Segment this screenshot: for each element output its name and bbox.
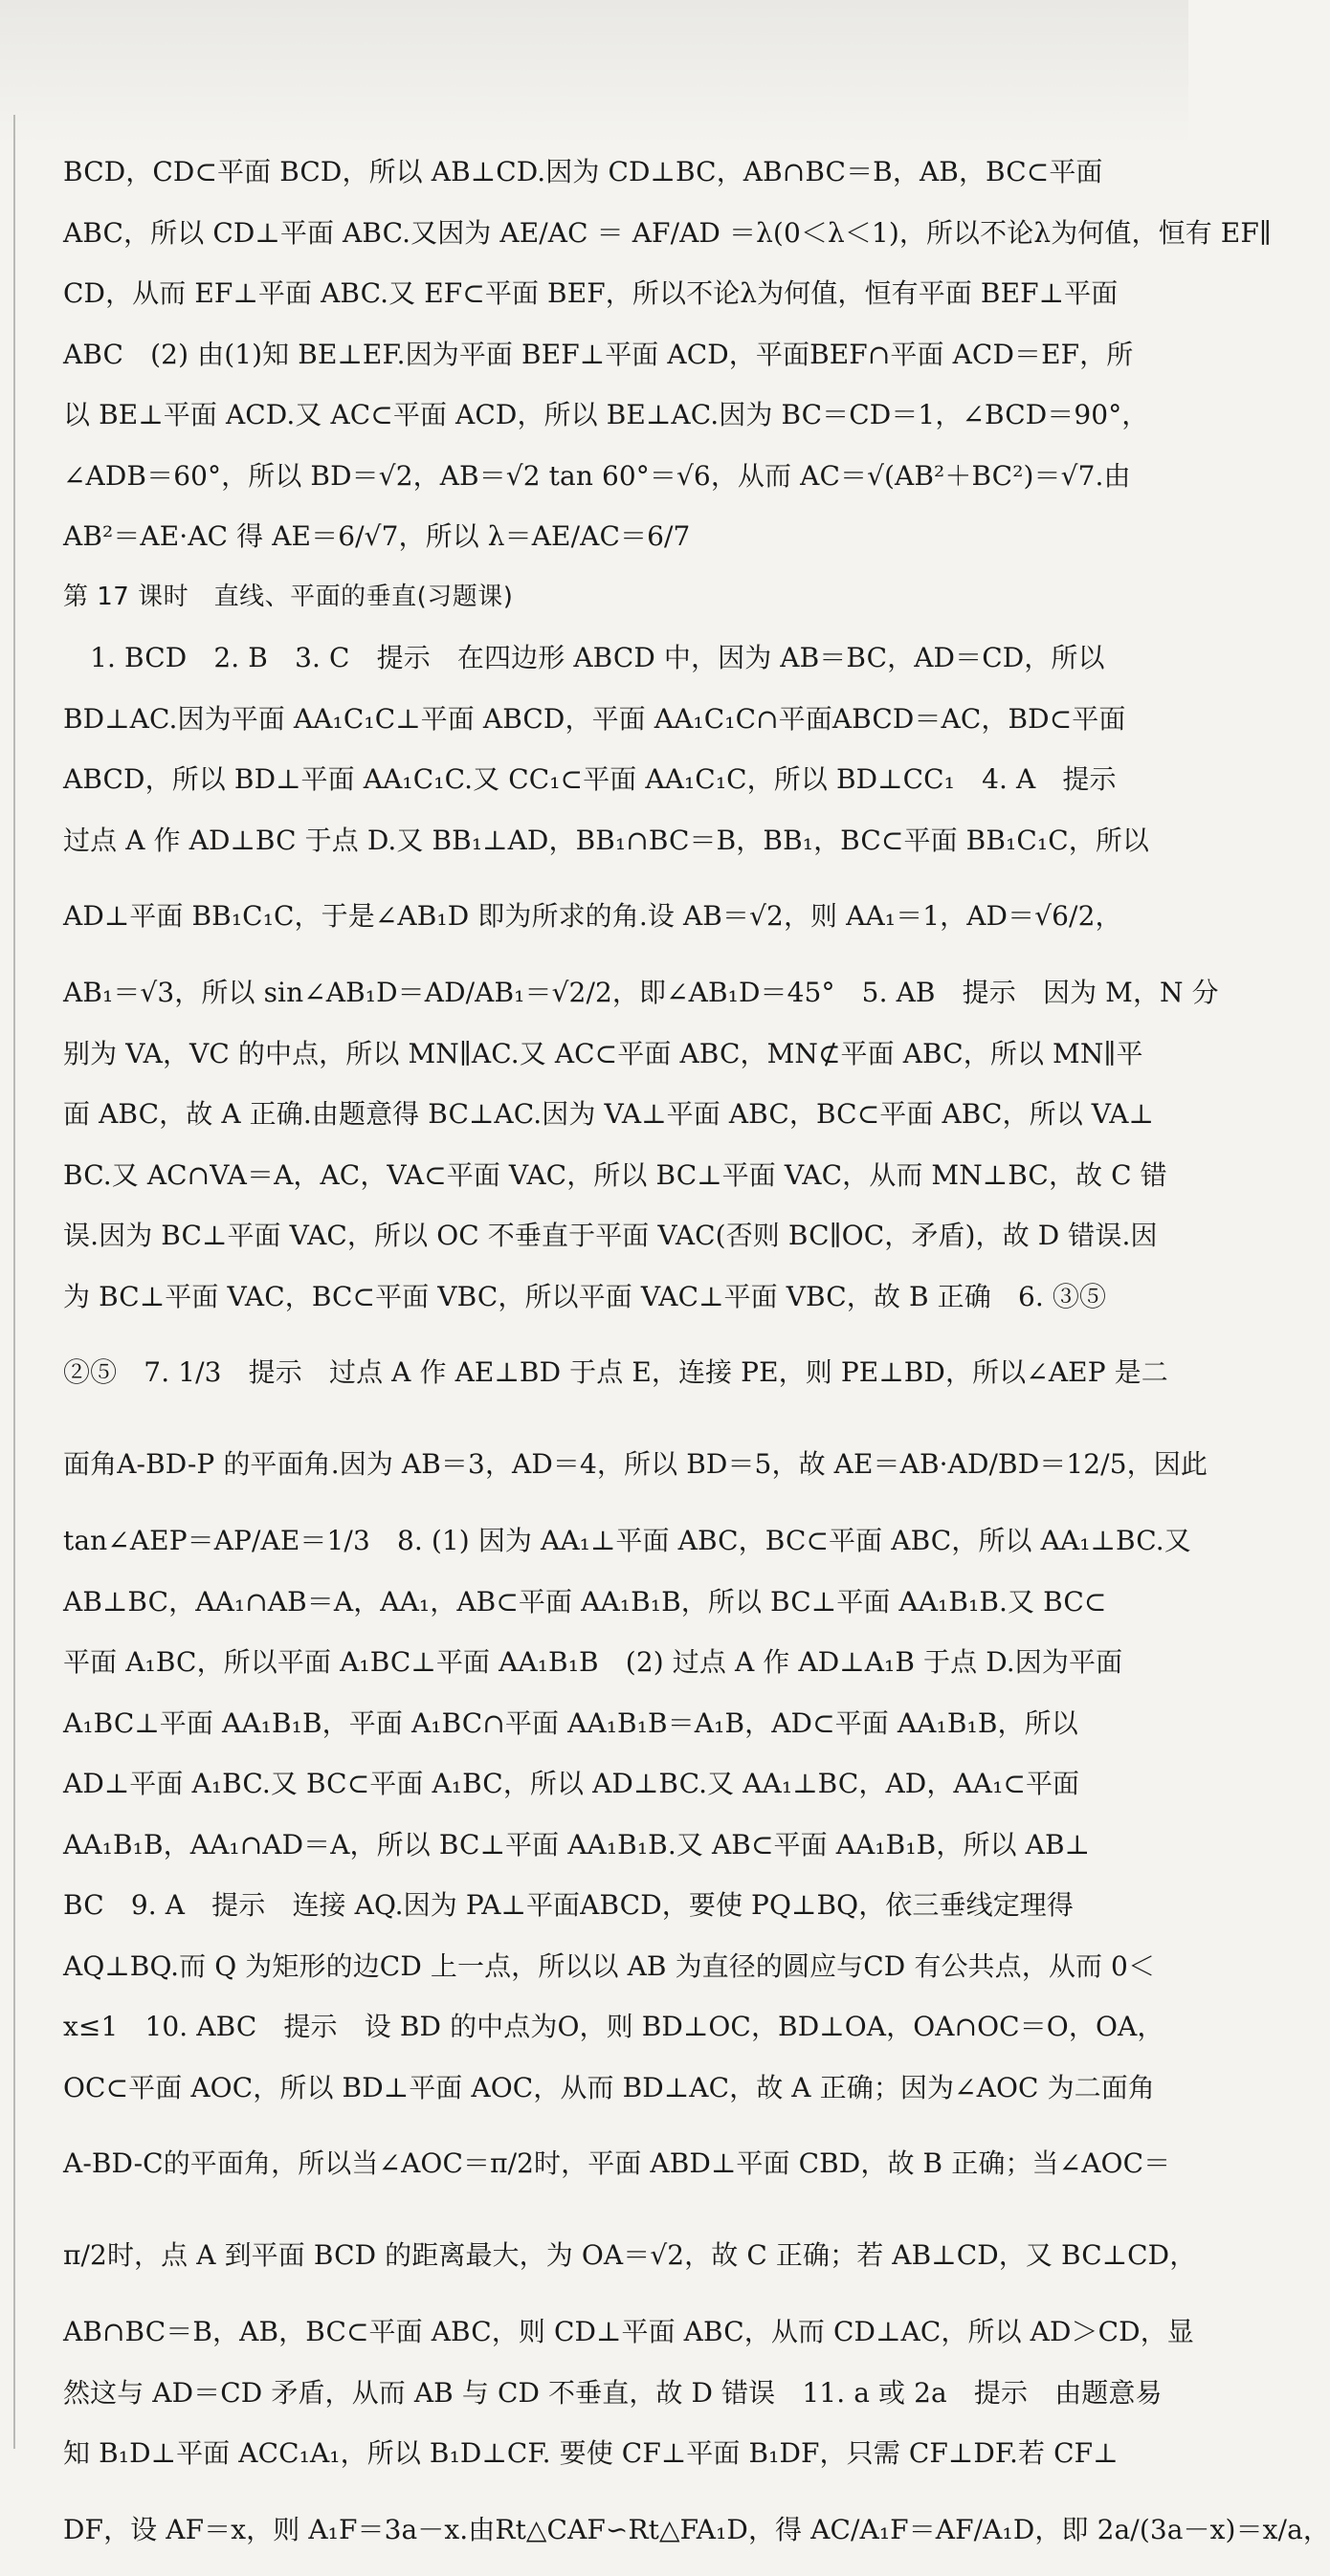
text-line: ABC (2) 由(1)知 BE⊥EF.因为平面 BEF⊥平面 ACD，平面BEF∩平面 ACD＝EF，所 (63, 338, 1134, 370)
left-margin-rule (13, 115, 15, 2449)
text-line: ②⑤ 7. 1/3 提示 过点 A 作 AE⊥BD 于点 E，连接 PE，则 PE⊥BD，所以∠AEP 是二 (63, 1356, 1168, 1388)
text-line: AQ⊥BQ.而 Q 为矩形的边CD 上一点，所以以 AB 为直径的圆应与CD 有公共点，从而 0＜ (63, 1949, 1156, 1982)
text-line: 为 BC⊥平面 VAC，BC⊂平面 VBC，所以平面 VAC⊥平面 VBC，故 B 正确 6. ③⑤ (63, 1280, 1107, 1312)
text-line: DF，设 AF＝x，则 A₁F＝3a－x.由Rt△CAF∽Rt△FA₁D，得 AC/A₁F＝AF/A₁D，即 2a/(3a－x)＝x/a， (63, 2513, 1330, 2545)
text-line: 然这与 AD＝CD 矛盾，从而 AB 与 CD 不垂直，故 D 错误 11. a 或 2a 提示 由题意易 (63, 2376, 1163, 2409)
answer-text-block (63, 142, 1330, 2576)
text-line: BC.又 AC∩VA＝A，AC，VA⊂平面 VAC，所以 BC⊥平面 VAC，从而 MN⊥BC，故 C 错 (63, 1158, 1167, 1191)
text-line: AA₁B₁B，AA₁∩AD＝A，所以 BC⊥平面 AA₁B₁B.又 AB⊂平面 AA₁B₁B，所以 AB⊥ (63, 1828, 1091, 1860)
page-top-shadow (0, 0, 1188, 143)
text-line: BC 9. A 提示 连接 AQ.因为 PA⊥平面ABCD，要使 PQ⊥BQ，依三垂线定理得 (63, 1889, 1075, 1921)
text-line: ABCD，所以 BD⊥平面 AA₁C₁C.又 CC₁⊂平面 AA₁C₁C，所以 BD⊥CC₁ 4. A 提示 (63, 763, 1117, 795)
text-line: tan∠AEP＝AP/AE＝1/3 8. (1) 因为 AA₁⊥平面 ABC，BC⊂平面 ABC，所以 AA₁⊥BC.又 (63, 1525, 1191, 1556)
text-line: AD⊥平面 BB₁C₁C，于是∠AB₁D 即为所求的角.设 AB＝√2，则 AA₁＝1，AD＝√6/2， (63, 900, 1122, 932)
text-line: x≤1 10. ABC 提示 设 BD 的中点为O，则 BD⊥OC，BD⊥OA，OA∩OC＝O，OA， (63, 2011, 1164, 2042)
text-line: π/2时，点 A 到平面 BCD 的距离最大，为 OA＝√2，故 C 正确；若 AB⊥CD，又 BC⊥CD， (63, 2239, 1197, 2271)
text-line: CD，从而 EF⊥平面 ABC.又 EF⊂平面 BEF，所以不论λ为何值，恒有平面 BEF⊥平面 (63, 277, 1119, 309)
text-line: 面角A-BD-P 的平面角.因为 AB＝3，AD＝4，所以 BD＝5，故 AE＝AB·AD/BD＝12/5，因此 (63, 1448, 1208, 1480)
text-line: 1. BCD 2. B 3. C 提示 在四边形 ABCD 中，因为 AB＝BC，AD＝CD，所以 (63, 642, 1105, 673)
text-line: AB⊥BC，AA₁∩AB＝A，AA₁，AB⊂平面 AA₁B₁B，所以 BC⊥平面 AA₁B₁B.又 BC⊂ (63, 1585, 1107, 1618)
text-line: A-BD-C的平面角，所以当∠AOC＝π/2时，平面 ABD⊥平面 CBD，故 B 正确；当∠AOC＝ (63, 2147, 1171, 2179)
text-line: 知 B₁D⊥平面 ACC₁A₁，所以 B₁D⊥CF. 要使 CF⊥平面 B₁DF，只需 CF⊥DF.若 CF⊥ (63, 2437, 1119, 2469)
text-line: BD⊥AC.因为平面 AA₁C₁C⊥平面 ABCD，平面 AA₁C₁C∩平面ABCD＝AC，BD⊂平面 (63, 702, 1126, 735)
text-line: AB₁＝√3，所以 sin∠AB₁D＝AD/AB₁＝√2/2，即∠AB₁D＝45° 5. AB 提示 因为 M，N 分 (63, 977, 1219, 1008)
lesson-heading: 第 17 课时 直线、平面的垂直(习题课) (63, 582, 514, 611)
text-line: AB²＝AE·AC 得 AE＝6/√7，所以 λ＝AE/AC＝6/7 (63, 520, 691, 552)
text-line: 过点 A 作 AD⊥BC 于点 D.又 BB₁⊥AD，BB₁∩BC＝B，BB₁，BC⊂平面 BB₁C₁C，所以 (63, 824, 1150, 856)
text-line: 误.因为 BC⊥平面 VAC，所以 OC 不垂直于平面 VAC(否则 BC∥OC，矛盾)，故 D 错误.因 (63, 1220, 1158, 1251)
text-line: 面 ABC，故 A 正确.由题意得 BC⊥AC.因为 VA⊥平面 ABC，BC⊂平面 ABC，所以 VA⊥ (63, 1098, 1154, 1130)
text-line: A₁BC⊥平面 AA₁B₁B，平面 A₁BC∩平面 AA₁B₁B＝A₁B，AD⊂平面 AA₁B₁B，所以 (63, 1706, 1078, 1739)
text-line: OC⊂平面 AOC，所以 BD⊥平面 AOC，从而 BD⊥AC，故 A 正确；因为∠AOC 为二面角 (63, 2071, 1155, 2103)
text-line: 以 BE⊥平面 ACD.又 AC⊂平面 ACD，所以 BE⊥AC.因为 BC＝CD＝1，∠BCD＝90°， (63, 399, 1149, 430)
text-line: 别为 VA，VC 的中点，所以 MN∥AC.又 AC⊂平面 ABC，MN⊄平面 ABC，所以 MN∥平 (63, 1037, 1143, 1069)
text-line: ∠ADB＝60°，所以 BD＝√2，AB＝√2 tan 60°＝√6，从而 AC＝√(AB²＋BC²)＝√7.由 (63, 459, 1131, 492)
text-line: BCD，CD⊂平面 BCD，所以 AB⊥CD.因为 CD⊥BC，AB∩BC＝B，AB，BC⊂平面 (63, 156, 1103, 187)
text-line: ABC，所以 CD⊥平面 ABC.又因为 AE/AC ＝ AF/AD ＝λ(0＜λ＜1)，所以不论λ为何值，恒有 EF∥ (63, 216, 1272, 249)
text-line: 平面 A₁BC，所以平面 A₁BC⊥平面 AA₁B₁B (2) 过点 A 作 AD⊥A₁B 于点 D.因为平面 (63, 1646, 1123, 1678)
text-line: AB∩BC＝B，AB，BC⊂平面 ABC，则 CD⊥平面 ABC，从而 CD⊥AC，所以 AD＞CD，显 (63, 2316, 1194, 2347)
text-line: AD⊥平面 A₁BC.又 BC⊂平面 A₁BC，所以 AD⊥BC.又 AA₁⊥BC，AD，AA₁⊂平面 (63, 1768, 1080, 1799)
